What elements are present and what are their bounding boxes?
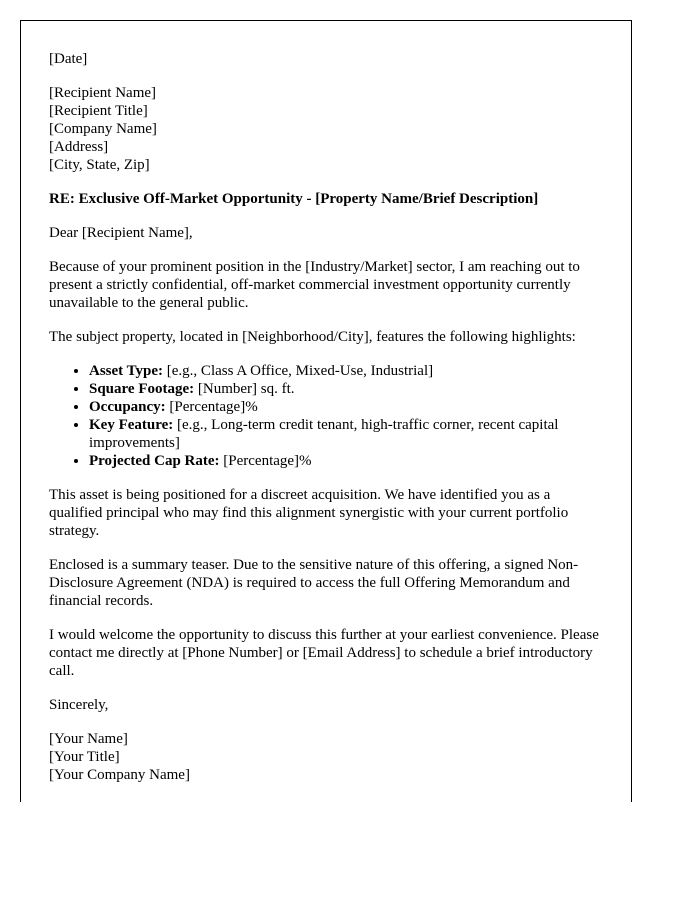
highlight-value: [e.g., Class A Office, Mixed-Use, Industrial] [163, 363, 434, 379]
letter-date: [Date] [49, 51, 88, 67]
nda-paragraph: Enclosed is a summary teaser. Due to the sensitive nature of this offering, a signed Non-Disclosure Agreement (NDA) is required to access the full Offering Memorandum and financial records. [49, 557, 579, 609]
highlight-label: Square Footage: [89, 381, 195, 397]
highlight-label: Occupancy: [89, 399, 166, 415]
recipient-city-state-zip: [City, State, Zip] [49, 157, 150, 173]
highlights-intro-paragraph: The subject property, located in [Neighborhood/City], features the following highlights: [49, 329, 576, 345]
highlight-label: Projected Cap Rate: [89, 453, 220, 469]
subject-line: RE: Exclusive Off-Market Opportunity - [Property Name/Brief Description] [49, 191, 539, 207]
intro-paragraph: Because of your prominent position in the [Industry/Market] sector, I am reaching out to present a strictly confidential, off-market commercial investment opportunity currently unavailable to the general public. [49, 259, 580, 311]
highlight-value: [Percentage]% [219, 453, 312, 469]
highlight-value: [e.g., Long-term credit tenant, high-traffic corner, recent capital improvements] [89, 417, 559, 451]
sender-title: [Your Title] [49, 749, 120, 765]
highlight-asset-type [89, 362, 603, 380]
highlight-label: Asset Type: [89, 363, 164, 379]
highlight-value: [Number] sq. ft. [194, 381, 295, 397]
recipient-address: [Address] [49, 139, 109, 155]
sender-block [49, 730, 603, 784]
recipient-name: [Recipient Name] [49, 85, 157, 101]
positioning-paragraph: This asset is being positioned for a discreet acquisition. We have identified you as a qualified principal who may find this alignment synergistic with your current portfolio strategy. [49, 487, 569, 539]
highlight-key-feature [89, 416, 603, 452]
letter-page [20, 20, 632, 802]
highlight-cap-rate [89, 452, 603, 470]
salutation: Dear [Recipient Name], [49, 225, 193, 241]
highlight-occupancy [89, 398, 603, 416]
highlight-square-footage [89, 380, 603, 398]
highlights-list [49, 362, 603, 470]
highlight-label: Key Feature: [89, 417, 174, 433]
recipient-company: [Company Name] [49, 121, 157, 137]
sender-name: [Your Name] [49, 731, 128, 747]
recipient-block [49, 84, 603, 174]
sender-company: [Your Company Name] [49, 767, 190, 783]
closing-paragraph: I would welcome the opportunity to discuss this further at your earliest convenience. Please contact me directly at [Phone Number] or [Email Address] to schedule a brief introductory call. [49, 627, 599, 679]
recipient-title: [Recipient Title] [49, 103, 148, 119]
date-line [49, 50, 603, 68]
signoff: Sincerely, [49, 697, 109, 713]
highlight-value: [Percentage]% [165, 399, 258, 415]
